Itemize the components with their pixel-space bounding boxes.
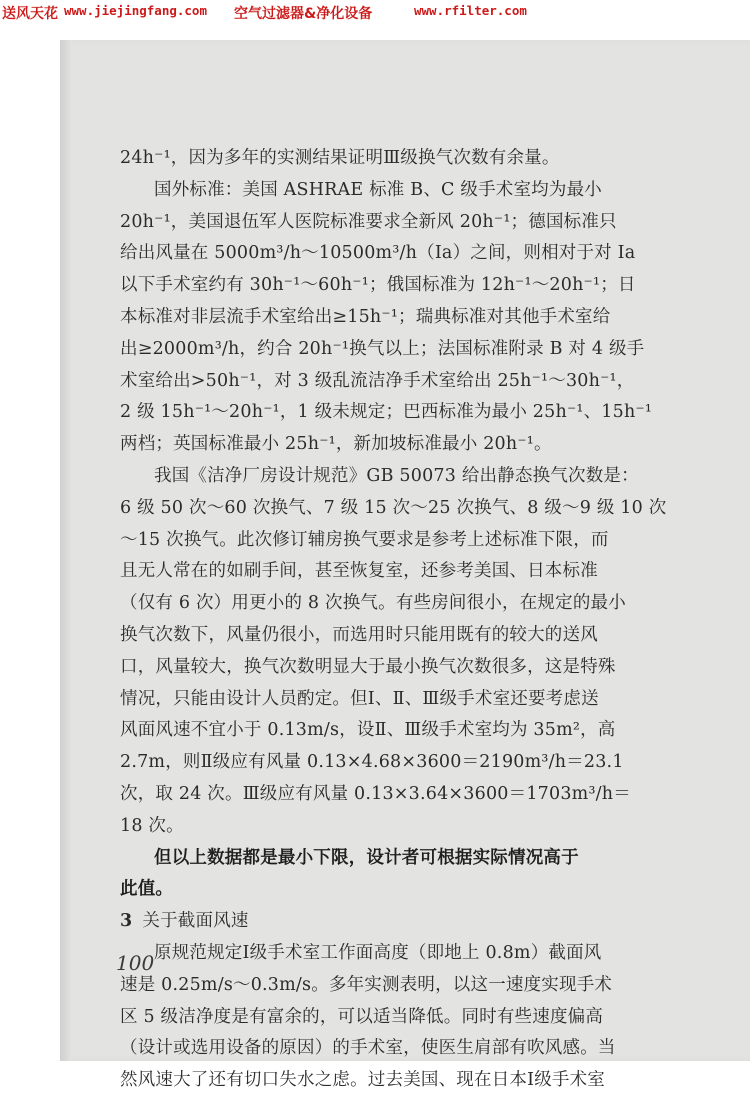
text-line: 给出风量在 5000m³/h～10500m³/h（Ia）之间，则相对于对 Ia	[120, 243, 636, 264]
text-line: 24h⁻¹，因为多年的实测结果证明Ⅲ级换气次数有余量。	[120, 148, 560, 168]
body-text	[120, 143, 667, 1097]
text-line: 20h⁻¹，美国退伍军人医院标准要求全新风 20h⁻¹；德国标准只	[120, 211, 617, 232]
text-line: 原规范规定Ⅰ级手术室工作面高度（即地上 0.8m）截面风	[154, 942, 602, 963]
text-line: 然风速大了还有切口失水之虑。过去美国、现在日本Ⅰ级手术室	[120, 1070, 606, 1091]
text-line: 6 级 50 次～60 次换气、7 级 15 次～25 次换气、8 级～9 级 10 次	[120, 497, 667, 518]
text-line: 国外标准：美国 ASHRAE 标准 B、C 级手术室均为最小	[154, 179, 602, 200]
section-number: 3	[120, 911, 133, 932]
text-line: 我国《洁净厂房设计规范》GB 50073 给出静态换气次数是：	[154, 465, 639, 486]
text-line: （设计或选用设备的原因）的手术室，使医生肩部有吹风感。当	[120, 1038, 616, 1059]
text-line: （仅有 6 次）用更小的 8 次换气。有些房间很小，在规定的最小	[120, 593, 626, 614]
section-title: 关于截面风速	[142, 911, 249, 932]
text-line: 两档；英国标准最小 25h⁻¹，新加坡标准最小 20h⁻¹。	[120, 434, 552, 455]
watermark-left-name: 送风天花	[2, 6, 58, 22]
text-line: 且无人常在的如刷手间，甚至恢复室，还参考美国、日本标准	[120, 561, 598, 582]
text-line: 次，取 24 次。Ⅲ级应有风量 0.13×3.64×3600＝1703m³/h＝	[120, 783, 631, 804]
page-number: 100	[116, 951, 155, 975]
text-line: 术室给出>50h⁻¹，对 3 级乱流洁净手术室给出 25h⁻¹～30h⁻¹，	[120, 370, 635, 391]
text-line: 情况，只能由设计人员酌定。但Ⅰ、Ⅱ、Ⅲ级手术室还要考虑送	[120, 688, 599, 709]
watermark-left-url: www.jiejingfang.com	[64, 3, 207, 18]
section-heading	[120, 906, 630, 938]
text-line: 区 5 级洁净度是有富余的，可以适当降低。同时有些速度偏高	[120, 1006, 604, 1027]
text-line: 以下手术室约有 30h⁻¹～60h⁻¹；俄国标准为 12h⁻¹～20h⁻¹；日	[120, 275, 636, 296]
text-line: 本标准对非层流手术室给出≥15h⁻¹；瑞典标准对其他手术室给	[120, 306, 611, 327]
text-line: ～15 次换气。此次修订辅房换气要求是参考上述标准下限，而	[120, 529, 609, 550]
text-line: 18 次。	[120, 815, 184, 836]
watermark-right-name: 空气过滤器&净化设备	[234, 6, 373, 22]
page-edge-shadow	[60, 40, 72, 1061]
text-line: 但以上数据都是最小下限，设计者可根据实际情况高于	[154, 847, 579, 868]
watermark-right-url: www.rfilter.com	[414, 3, 527, 18]
text-line: 换气次数下，风量仍很小，而选用时只能用既有的较大的送风	[120, 624, 598, 645]
text-line: 风面风速不宜小于 0.13m/s，设Ⅱ、Ⅲ级手术室均为 35m²，高	[120, 720, 616, 741]
text-line: 2.7m，则Ⅱ级应有风量 0.13×4.68×3600＝2190m³/h＝23.1	[120, 752, 624, 773]
text-line: 口，风量较大，换气次数明显大于最小换气次数很多，这是特殊	[120, 656, 616, 677]
text-line: 2 级 15h⁻¹～20h⁻¹，1 级未规定；巴西标准为最小 25h⁻¹、15h⁻¹	[120, 402, 653, 423]
text-line: 此值。	[120, 879, 174, 900]
text-line: 出≥2000m³/h，约合 20h⁻¹换气以上；法国标准附录 B 对 4 级手	[120, 338, 645, 359]
text-line: 速是 0.25m/s～0.3m/s。多年实测表明，以这一速度实现手术	[120, 974, 613, 995]
watermark-header	[0, 0, 750, 26]
